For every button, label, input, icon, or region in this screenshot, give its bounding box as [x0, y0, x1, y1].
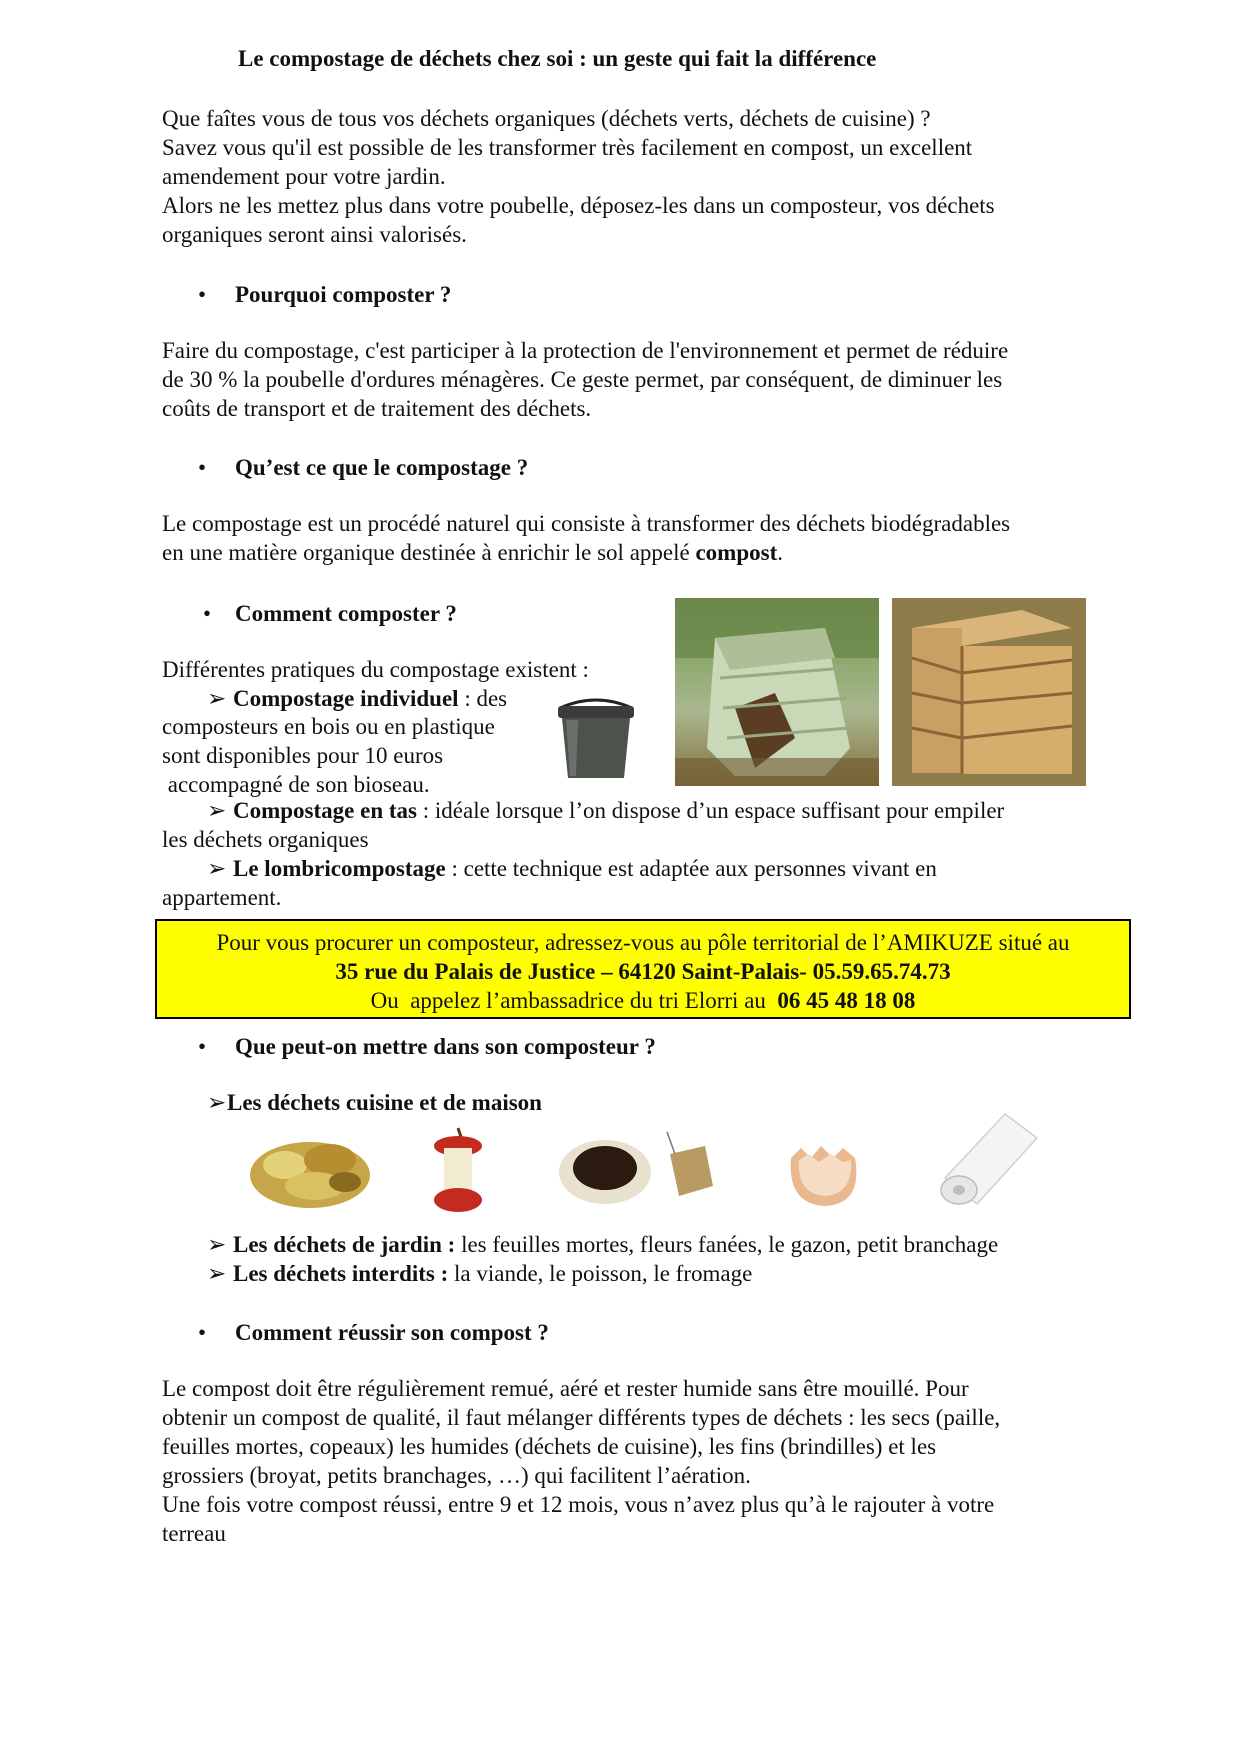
heading-mettre: Que peut-on mettre dans son composteur ? — [235, 1034, 656, 1059]
pourquoi-line: de 30 % la poubelle d'ordures ménagères. Ce geste permet, par conséquent, de diminuer les — [162, 367, 1003, 392]
eggshell-photo — [785, 1118, 865, 1208]
bullet-marker: • — [203, 601, 212, 626]
lombri-text: : cette technique est adaptée aux personnes vivant en — [445, 856, 937, 881]
pourquoi-paragraph — [162, 336, 1008, 423]
quest-line-text: en une matière organique destinée à enrichir le sol appelé — [162, 540, 696, 565]
individuel-line: accompagné de son bioseau. — [162, 772, 430, 797]
intro-paragraph — [162, 104, 995, 249]
bullet-marker: • — [198, 1320, 207, 1345]
arrow-bullet: ➢ — [207, 798, 227, 823]
intro-line: organiques seront ainsi valorisés. — [162, 222, 467, 247]
interdits-term: Les déchets interdits : — [233, 1261, 449, 1286]
coffee-tea-photo — [555, 1124, 715, 1214]
peelings-photo — [245, 1120, 375, 1212]
individuel-line — [207, 684, 507, 713]
interdits-text: la viande, le poisson, le fromage — [448, 1261, 753, 1286]
arrow-bullet: ➢ — [207, 686, 227, 711]
page-title: Le compostage de déchets chez soi : un geste qui fait la différence — [238, 46, 877, 71]
tas-term: Compostage en tas — [233, 798, 417, 823]
apple-core-icon — [418, 1124, 498, 1216]
peelings-icon — [245, 1120, 375, 1212]
tas-line-2: les déchets organiques — [162, 827, 369, 852]
contact-ambassadrice-text: Ou appelez l’ambassadrice du tri Elorri au — [370, 988, 778, 1013]
jardin-line — [207, 1230, 998, 1259]
individuel-term: Compostage individuel — [233, 686, 459, 711]
arrow-bullet: ➢ — [207, 856, 227, 881]
plastic-composter-icon — [675, 598, 879, 786]
arrow-bullet: ➢ — [207, 1261, 227, 1286]
compost-term: compost — [695, 540, 778, 565]
sub-heading-cuisine — [207, 1088, 542, 1117]
interdits-line — [207, 1259, 752, 1288]
intro-line: Que faîtes vous de tous vos déchets organiques (déchets verts, déchets de cuisine) ? — [162, 106, 931, 131]
bullet-marker: • — [198, 455, 207, 480]
apple-core-photo — [418, 1124, 498, 1216]
jardin-term: Les déchets de jardin : — [233, 1232, 456, 1257]
contact-line-3 — [157, 986, 1129, 1015]
lombri-line — [207, 854, 937, 883]
reussir-paragraph — [162, 1374, 1000, 1548]
pourquoi-line: coûts de transport et de traitement des déchets. — [162, 396, 592, 421]
heading-quest: Qu’est ce que le compostage ? — [235, 455, 529, 480]
individuel-text: : des — [458, 686, 508, 711]
reussir-line: obtenir un compost de qualité, il faut mélanger différents types de déchets : les secs (paille, — [162, 1405, 1001, 1430]
quest-line: Le compostage est un procédé naturel qui consiste à transformer des déchets biodégradables — [162, 511, 1011, 536]
intro-line: amendement pour votre jardin. — [162, 164, 446, 189]
contact-address: 35 rue du Palais de Justice – 64120 Saint-Palais- 05.59.65.74.73 — [335, 959, 951, 984]
individuel-paragraph — [162, 712, 495, 799]
bioseau-photo — [550, 690, 642, 782]
contact-line-1: Pour vous procurer un composteur, adressez-vous au pôle territorial de l’AMIKUZE situé au — [216, 930, 1070, 955]
reussir-line: grossiers (broyat, petits branchages, …) qui facilitent l’aération. — [162, 1463, 751, 1488]
heading-pourquoi: Pourquoi composter ? — [235, 282, 452, 307]
quest-paragraph — [162, 509, 1010, 567]
heading-comment: Comment composter ? — [235, 601, 457, 626]
plastic-composter-photo — [675, 598, 879, 786]
intro-line: Alors ne les mettez plus dans votre poubelle, déposez-les dans un composteur, vos déchets — [162, 193, 995, 218]
individuel-line: sont disponibles pour 10 euros — [162, 743, 444, 768]
tas-line — [207, 796, 1004, 825]
bullet-marker: • — [198, 282, 207, 307]
eggshell-icon — [785, 1118, 865, 1208]
reussir-line: terreau — [162, 1521, 226, 1546]
bucket-icon — [550, 690, 642, 782]
coffee-filter-icon — [555, 1124, 715, 1214]
reussir-line: Une fois votre compost réussi, entre 9 et 12 mois, vous n’avez plus qu’à le rajouter à votre — [162, 1492, 995, 1517]
arrow-bullet: ➢ — [207, 1232, 227, 1257]
lombri-term: Le lombricompostage — [233, 856, 446, 881]
quest-line-end: . — [777, 540, 783, 565]
reussir-line: Le compost doit être régulièrement remué, aéré et rester humide sans être mouillé. Pour — [162, 1376, 969, 1401]
wooden-composter-photo — [892, 598, 1086, 786]
individuel-line: composteurs en bois ou en plastique — [162, 714, 495, 739]
paper-roll-icon — [925, 1108, 1041, 1210]
comment-intro: Différentes pratiques du compostage existent : — [162, 657, 589, 682]
quest-line — [162, 538, 1010, 567]
intro-line: Savez vous qu'il est possible de les transformer très facilement en compost, un excellent — [162, 135, 973, 160]
tas-text: : idéale lorsque l’on dispose d’un espace suffisant pour empiler — [417, 798, 1005, 823]
paper-roll-photo — [925, 1108, 1041, 1210]
cuisine-term: Les déchets cuisine et de maison — [227, 1090, 542, 1115]
contact-info-box — [155, 919, 1131, 1019]
wooden-composter-icon — [892, 598, 1086, 786]
pourquoi-line: Faire du compostage, c'est participer à la protection de l'environnement et permet de réduire — [162, 338, 1009, 363]
bullet-marker: • — [198, 1034, 207, 1059]
reussir-line: feuilles mortes, copeaux) les humides (déchets de cuisine), les fins (brindilles) et les — [162, 1434, 937, 1459]
lombri-line-2: appartement. — [162, 885, 282, 910]
arrow-bullet: ➢ — [207, 1090, 227, 1115]
heading-reussir: Comment réussir son compost ? — [235, 1320, 549, 1345]
jardin-text: les feuilles mortes, fleurs fanées, le gazon, petit branchage — [455, 1232, 999, 1257]
contact-phone: 06 45 48 18 08 — [777, 988, 916, 1013]
